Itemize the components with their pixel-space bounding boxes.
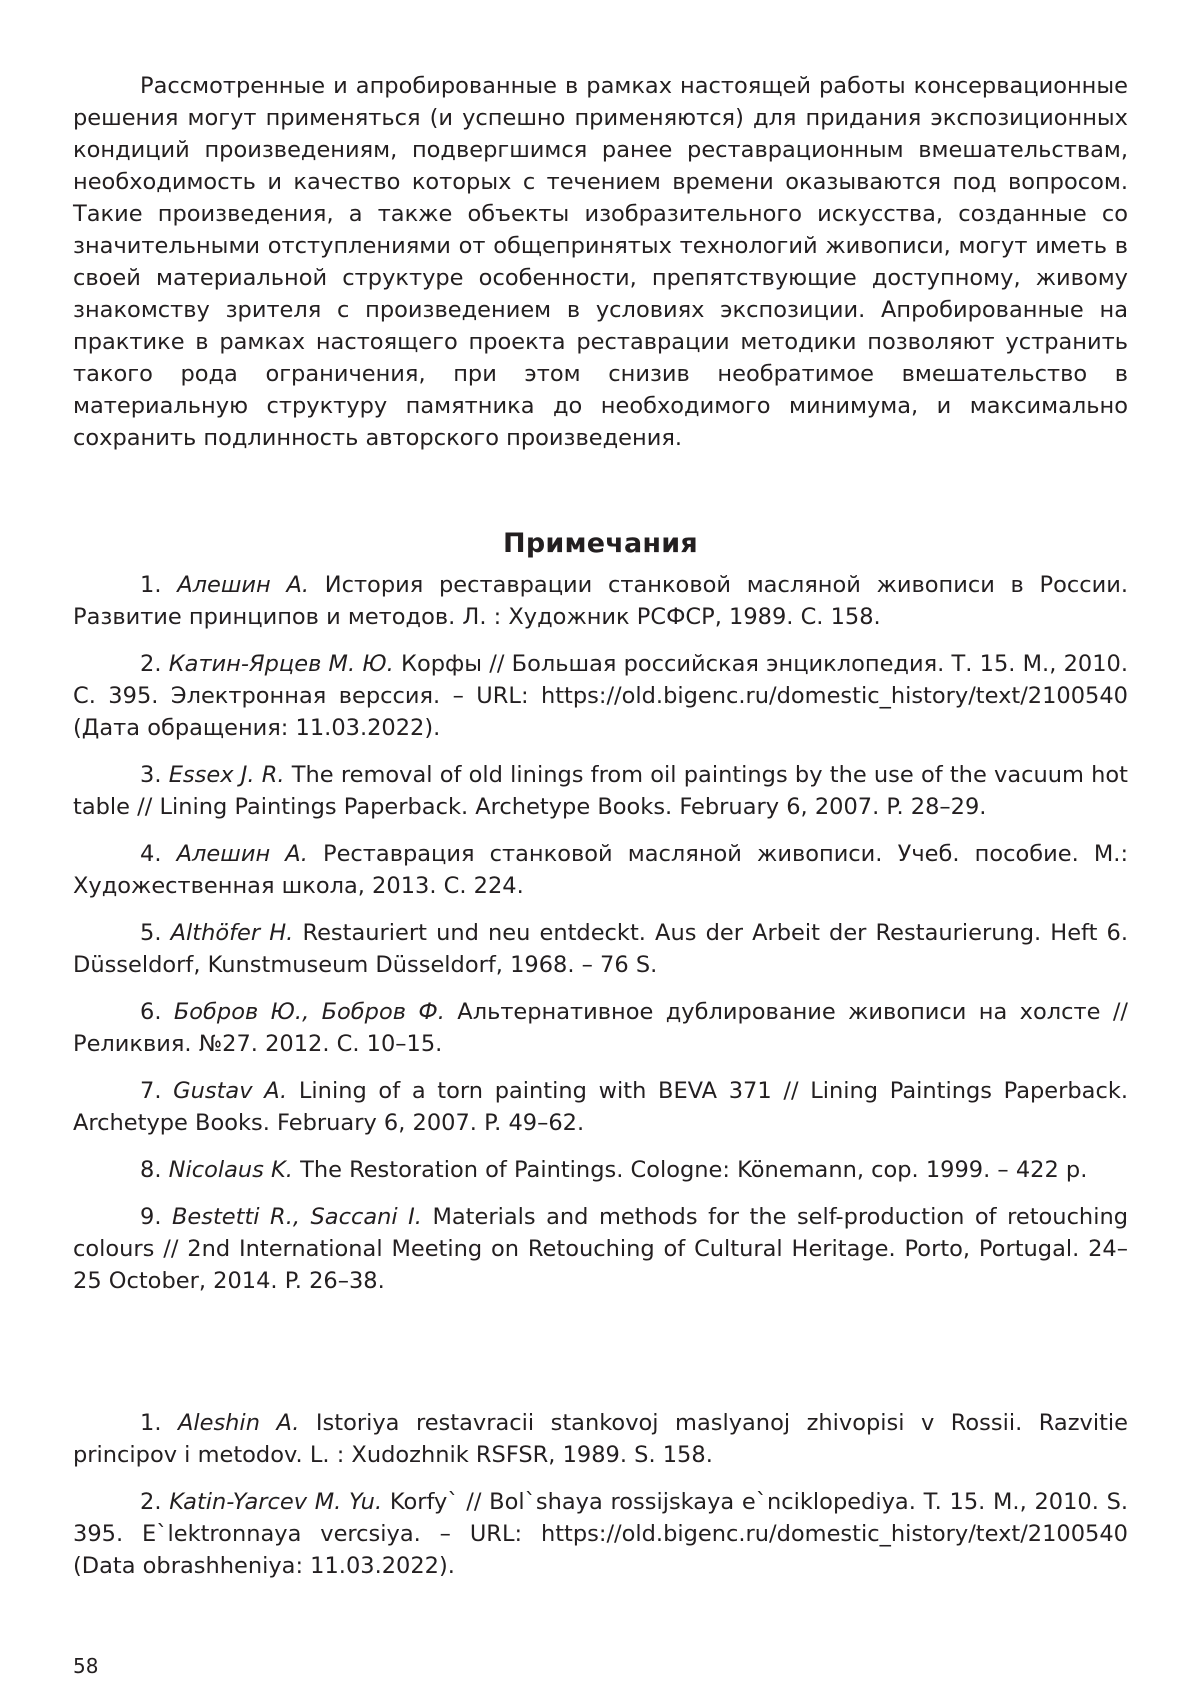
page-number: 58: [73, 1654, 99, 1678]
note-number: 7.: [140, 1078, 162, 1104]
note-item: [73, 759, 1128, 823]
body-paragraph: Рассмотренные и апробированные в рамках настоящей работы консервационные решения могут применяться (и успешно применяются) для придания экспозиционных кондиций произведениям, подвергшимся ранее реставрационным вмешательствам, необходимость и качество которых с течением времени оказываются под вопросом. Такие произведения, а также объекты изобразительного искусства, созданные со значительными отступлениями от общепринятых технологий живописи, могут иметь в своей материальной структуре особенности, препятствующие доступному, живому знакомству зрителя с произведением в условиях экспозиции. Апробированные на практике в рамках настоящего проекта реставрации методики позволяют устранить такого рода ограничения, при этом снизив необратимое вмешательство в материальную структуру памятника до необходимого минимума, и максимально сохранить подлинность авторского произведения.: [73, 73, 1128, 451]
note-number: 5.: [140, 920, 162, 946]
note-text: Istoriya restavracii stankovoj maslyanoj zhivopisi v Rossii. Razvitie principov i metodov. L. : Xudozhnik RSFSR, 1989. S. 158.: [73, 1410, 1128, 1468]
note-text: Реставрация станковой масляной живописи. Учеб. пособие. М.: Художественная школа, 2013. С. 224.: [73, 841, 1129, 899]
translit-note-item: [73, 1407, 1128, 1471]
note-number: 4.: [140, 841, 162, 867]
note-author: Катин-Ярцев М. Ю.: [168, 651, 394, 677]
note-author: Nicolaus K.: [168, 1157, 293, 1183]
note-item: [73, 1075, 1128, 1139]
note-author: Essex J. R.: [168, 762, 285, 788]
note-author: Бобров Ю., Бобров Ф.: [173, 999, 445, 1025]
note-author: Алешин А.: [176, 841, 308, 867]
notes-heading: Примечания: [503, 528, 698, 559]
note-text: Materials and methods for the self-production of retouching colours // 2nd International Meeting on Retouching of Cultural Heritage. Porto, Portugal. 24–25 October, 2014. P. 26–38.: [73, 1204, 1128, 1294]
note-item: [73, 917, 1128, 981]
note-number: 2.: [140, 651, 162, 677]
note-text: The Restoration of Paintings. Cologne: Könemann, cop. 1999. – 422 p.: [300, 1157, 1088, 1183]
note-item: [73, 569, 1128, 633]
note-text: Корфы // Большая российская энциклопедия. Т. 15. М., 2010. С. 395. Электронная верссия. – URL: https://old.bigenc.ru/domestic_history/text/2100540 (Дата обращения: 11.03.2022).: [73, 651, 1128, 741]
note-author: Bestetti R., Saccani I.: [171, 1204, 422, 1230]
note-author: Katin-Yarcev M. Yu.: [169, 1489, 383, 1515]
note-author: Gustav A.: [173, 1078, 288, 1104]
notes-list: [73, 569, 1128, 1297]
note-number: 1.: [140, 572, 162, 598]
note-text: The removal of old linings from oil paintings by the use of the vacuum hot table // Lining Paintings Paperback. Archetype Books. February 6, 2007. P. 28–29.: [73, 762, 1129, 820]
note-item: [73, 648, 1128, 744]
note-text: Lining of a torn painting with BEVA 371 // Lining Paintings Paperback. Archetype Books. February 6, 2007. P. 49–62.: [73, 1078, 1129, 1136]
note-author: Aleshin A.: [177, 1410, 300, 1436]
note-item: [73, 838, 1128, 902]
note-text: Restauriert und neu entdeckt. Aus der Arbeit der Restaurierung. Heft 6. Düsseldorf, Kunstmuseum Düsseldorf, 1968. – 76 S.: [73, 920, 1129, 978]
translit-note-item: [73, 1486, 1128, 1582]
note-text: Альтернативное дублирование живописи на холсте // Реликвия. №27. 2012. С. 10–15.: [73, 999, 1128, 1057]
page-content: [73, 70, 1128, 1597]
note-item: [73, 996, 1128, 1060]
note-item: [73, 1154, 1128, 1186]
note-author: Алешин А.: [177, 572, 310, 598]
note-number: 9.: [140, 1204, 162, 1230]
note-number: 3.: [140, 762, 162, 788]
note-text: Korfy` // Bol`shaya rossijskaya e`nciklopediya. T. 15. M., 2010. S. 395. E`lektronnaya vercsiya. – URL: https://old.bigenc.ru/domestic_history/text/2100540 (Data obrashheniya: 11.03.2022).: [73, 1489, 1129, 1579]
note-number: 6.: [140, 999, 162, 1025]
note-number: 1.: [140, 1410, 162, 1436]
note-text: История реставрации станковой масляной живописи в России. Развитие принципов и методов. Л. : Художник РСФСР, 1989. С. 158.: [73, 572, 1129, 630]
note-author: Althöfer H.: [170, 920, 294, 946]
transliterated-notes-list: [73, 1407, 1128, 1582]
note-item: [73, 1201, 1128, 1297]
note-number: 8.: [140, 1157, 162, 1183]
note-number: 2.: [140, 1489, 162, 1515]
